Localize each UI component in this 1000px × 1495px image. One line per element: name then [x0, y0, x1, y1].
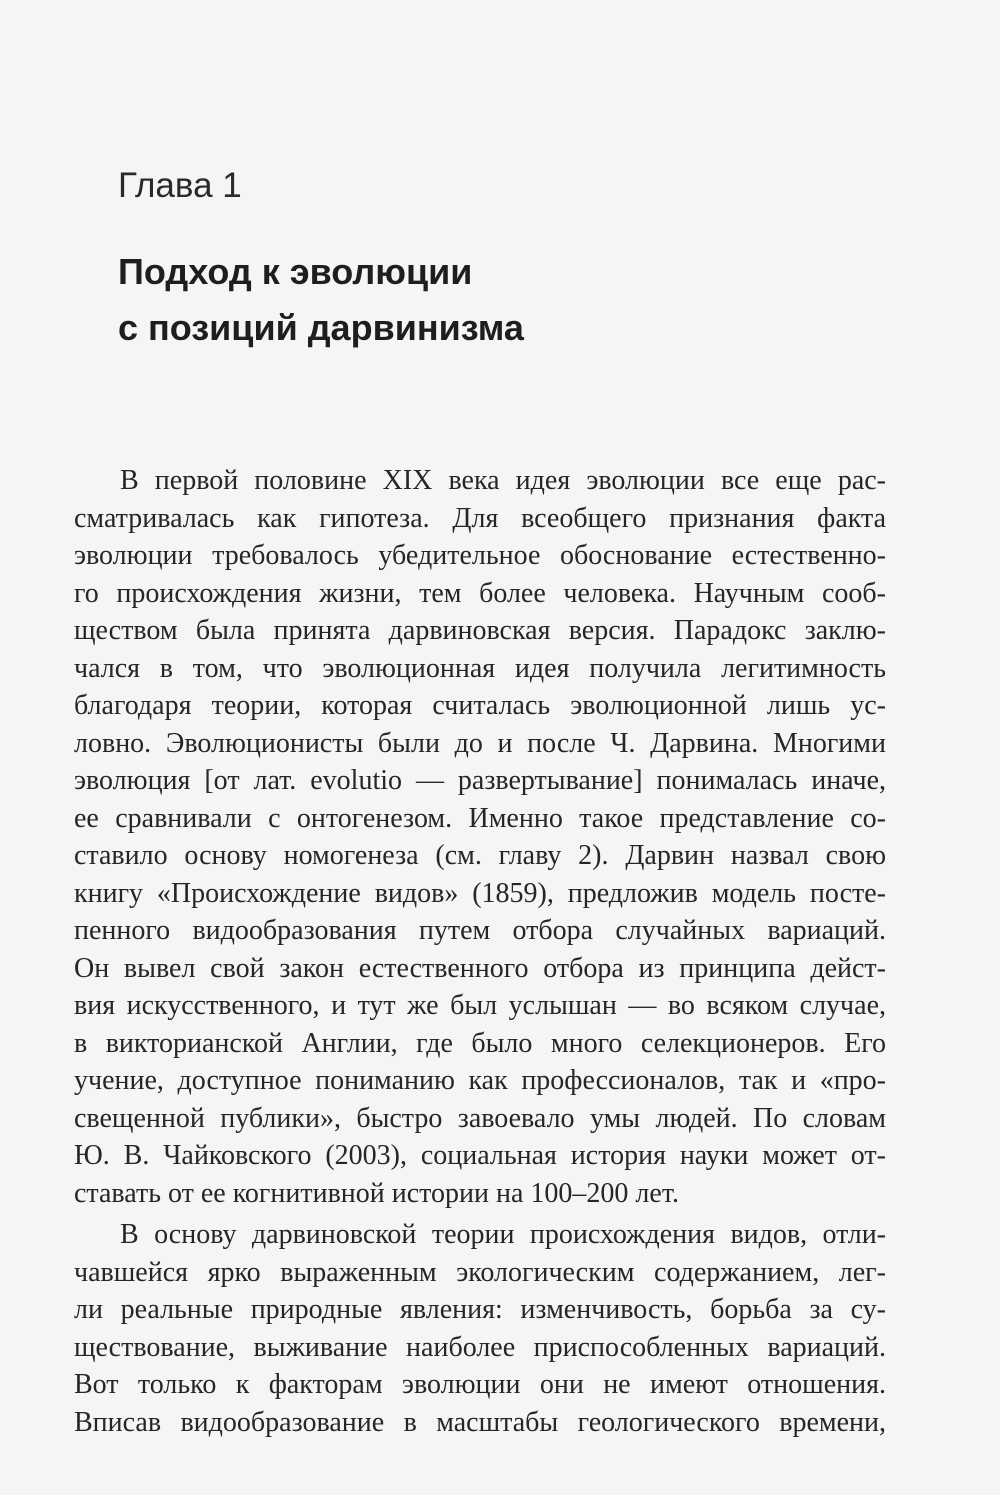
- text-line: Он вывел свой закон естественного отбора из принципа дейст-: [74, 952, 886, 984]
- text-line: вия искусственного, и тут же был услышан — во всяком случае,: [74, 990, 886, 1021]
- text-line: ли реальные природные явления: изменчивость, борьба за су-: [74, 1294, 886, 1325]
- text-line: сматривалась как гипотеза. Для всеобщего признания факта: [74, 502, 886, 534]
- chapter-title-line: Подход к эволюции: [118, 251, 473, 292]
- text-line: чался в том, что эволюционная идея получила легитимность: [74, 652, 886, 684]
- text-line: учение, доступное пониманию как профессионалов, так и «про-: [74, 1065, 886, 1096]
- text-line: в викторианской Англии, где было много селекционеров. Его: [74, 1027, 886, 1059]
- chapter-number: Глава 1: [118, 166, 242, 205]
- text-line: ставать от ее когнитивной истории на 100–200 лет.: [74, 1177, 679, 1209]
- chapter-title: [118, 244, 524, 356]
- text-line: эволюции требовалось убедительное обоснование естественно-: [74, 540, 886, 571]
- text-line: В основу дарвиновской теории происхождения видов, отли-: [120, 1219, 886, 1250]
- text-line: чавшейся ярко выраженным экологическим содержанием, лег-: [74, 1256, 886, 1288]
- text-line: ществом была принята дарвиновская версия. Парадокс заклю-: [74, 615, 886, 646]
- text-line: го происхождения жизни, тем более человека. Научным сооб-: [74, 577, 886, 609]
- text-line: Вписав видообразование в масштабы геологического времени,: [74, 1406, 886, 1438]
- text-line: свещенной публики», быстро завоевало умы людей. По словам: [74, 1102, 886, 1134]
- text-line: ставило основу номогенеза (см. главу 2). Дарвин назвал свою: [74, 840, 886, 871]
- text-line: Ю. В. Чайковского (2003), социальная история науки может от-: [74, 1140, 886, 1171]
- text-line: эволюция [от лат. evolutio — развертывание] понималась иначе,: [74, 765, 886, 796]
- text-line: книгу «Происхождение видов» (1859), предложив модель посте-: [74, 877, 886, 909]
- text-line: В первой половине XIX века идея эволюции все еще рас-: [120, 465, 886, 496]
- text-line: благодаря теории, которая считалась эволюционной лишь ус-: [74, 690, 886, 721]
- text-line: Вот только к факторам эволюции они не имеют отношения.: [74, 1369, 886, 1400]
- chapter-title-line: с позиций дарвинизма: [118, 307, 524, 348]
- paragraph: [74, 462, 886, 1212]
- text-line: ществование, выживание наиболее приспособленных вариаций.: [74, 1331, 886, 1363]
- text-line: пенного видообразования путем отбора случайных вариаций.: [74, 915, 886, 946]
- text-line: ловно. Эволюционисты были до и после Ч. Дарвина. Многими: [74, 727, 886, 759]
- body-text: [74, 462, 886, 1441]
- text-line: ее сравнивали с онтогенезом. Именно такое представление со-: [74, 802, 886, 834]
- paragraph: [74, 1216, 886, 1441]
